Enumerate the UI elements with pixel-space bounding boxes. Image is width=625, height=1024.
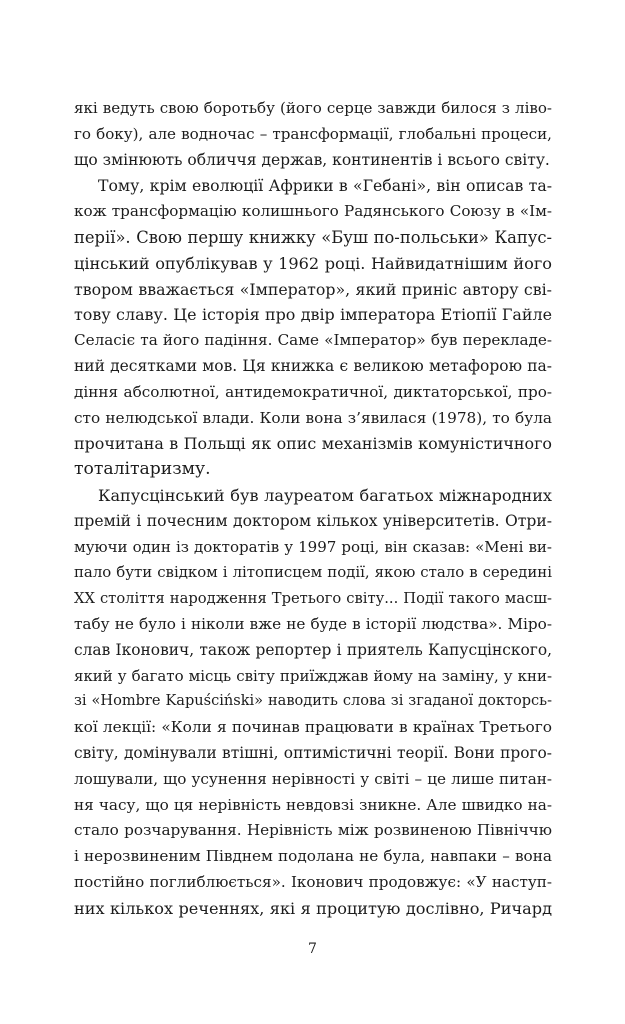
text-line: слав Іконович, також репортер і приятель Капусцінского, xyxy=(74,640,552,659)
text-line: муючи один із докторатів у 1997 році, він сказав: «Мені ви- xyxy=(74,537,552,556)
text-line: ня часу, що ця нерівність невдовзі зникне. Але швидко на- xyxy=(74,795,552,814)
text-line: табу не було і ніколи вже не буде в історії людства». Міро- xyxy=(74,614,552,633)
text-line: стало розчарування. Нерівність між розвиненою Північчю xyxy=(74,821,552,840)
text-line: ний десятками мов. Ця книжка є великою метафорою па- xyxy=(74,356,552,375)
text-line: що змінюють обличчя держав, континентів і всього світу. xyxy=(74,150,550,169)
text-line: Селасіє та його падіння. Саме «Імператор» був перекладе- xyxy=(74,331,552,350)
text-line: постійно поглиблюється». Іконович продовжує: «У наступ- xyxy=(74,872,552,891)
text-line: них кількох реченнях, які я процитую дослівно, Ричард xyxy=(74,898,552,918)
text-line: тову славу. Це історія про двір імператора Етіопії Гайле xyxy=(74,305,552,325)
text-line: тоталітаризму. xyxy=(74,459,211,480)
text-line: пало бути свідком і літописцем події, якою стало в середині xyxy=(74,563,552,582)
text-line: кої лекції: «Коли я починав працювати в країнах Третього xyxy=(74,718,552,737)
text-line: діння абсолютної, антидемократичної, диктаторської, про- xyxy=(74,382,552,401)
text-line: сто нелюдської влади. Коли вона з’явилася (1978), то була xyxy=(74,408,552,427)
body-text xyxy=(74,96,552,922)
text-line: перії». Свою першу книжку «Буш по-польськи» Капус- xyxy=(74,227,552,247)
text-line: цінський опублікував у 1962 році. Найвидатнішим його xyxy=(74,253,552,273)
text-line: премій і почесним доктором кількох університетів. Отри- xyxy=(74,511,552,530)
text-line: лошували, що усунення нерівності у світі – це лише питан- xyxy=(74,769,552,788)
text-line: ХХ століття народження Третього світу... Події такого масш- xyxy=(74,590,552,608)
text-line: твором вважається «Імператор», який приніс автору сві- xyxy=(74,279,552,299)
text-line: прочитана в Польщі як опис механізмів комуністичного xyxy=(74,434,552,454)
text-line: го боку), але водночас – трансформації, глобальні процеси, xyxy=(74,124,552,143)
page-number: 7 xyxy=(308,941,317,957)
text-line: зі «Hombre Kapuściński» наводить слова зі згаданої докторсь- xyxy=(74,693,552,710)
text-line: і нерозвиненим Півднем подолана не була, навпаки – вона xyxy=(74,847,552,866)
text-line: Капусцінський був лауреатом багатьох міжнародних xyxy=(98,485,552,505)
text-line: який у багато місць світу приїжджав йому на заміну, у кни- xyxy=(74,666,552,685)
text-line: світу, домінували втішні, оптимістичні теорії. Вони прого- xyxy=(74,743,552,762)
text-line: Тому, крім еволюції Африки в «Гебані», він описав та- xyxy=(98,176,552,196)
text-line: кож трансформацію колишнього Радянського Союзу в «Ім- xyxy=(74,202,552,221)
text-line: які ведуть свою боротьбу (його серце завжди билося з ліво- xyxy=(74,99,552,117)
